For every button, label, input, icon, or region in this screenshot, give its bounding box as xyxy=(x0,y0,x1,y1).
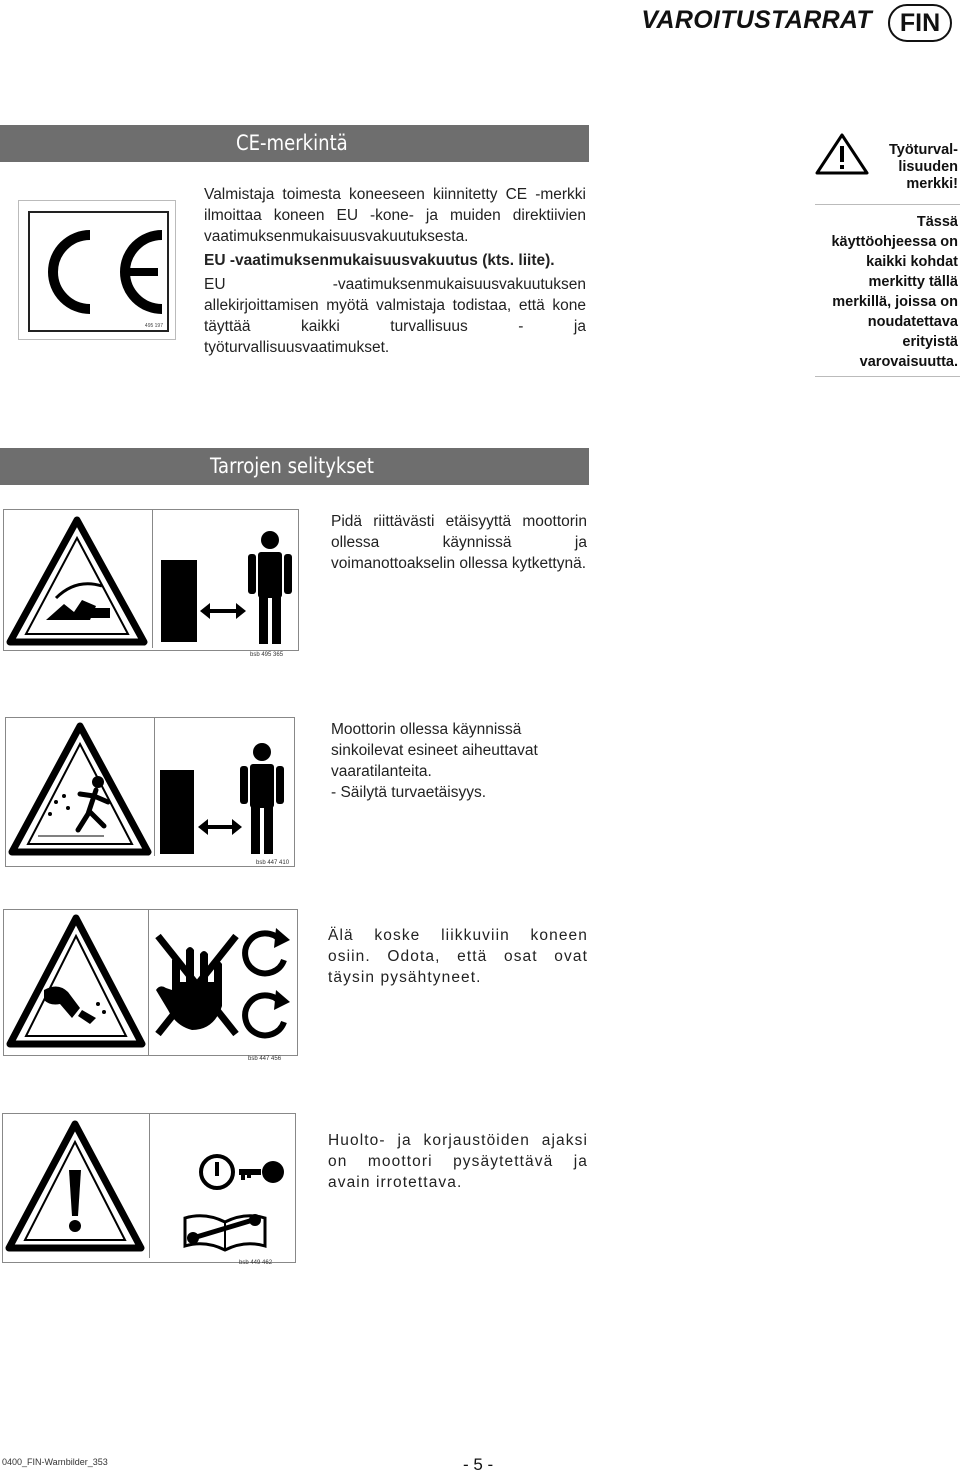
ce-paragraph-1: Valmistaja toimesta koneeseen kiinnitetty CE -merkki ilmoittaa koneen EU -kone- ja muiden direktiivien vaatimuksenmukaisuusvakuutuksesta. xyxy=(204,186,586,245)
sticker-divider xyxy=(152,510,153,648)
safety-note-divider-bottom xyxy=(815,376,960,377)
safety-note-title: Työturval-lisuuden merkki! xyxy=(888,142,958,192)
sticker-2-text: Moottorin ollessa käynnissä sinkoilevat esineet aiheuttavat vaaratilanteita. xyxy=(331,721,538,780)
safety-note xyxy=(815,132,960,378)
hand-injury-warning-icon xyxy=(6,914,146,1050)
safety-note-text: Tässä käyttöohjeessa on kaikki kohdat merkitty tällä merkillä, joissa on noudatettava erityistä varovaisuutta. xyxy=(831,214,958,370)
machine-block-icon xyxy=(160,770,194,854)
rotating-parts-icon xyxy=(236,920,296,1050)
sticker-distance-blade xyxy=(3,509,299,658)
footer-doc-code: 0400_FIN-Warnbilder_353 xyxy=(2,1457,108,1467)
no-touch-hand-icon xyxy=(152,930,242,1040)
sticker-4-description: Huolto- ja korjaustöiden ajaksi on moottori pysäytettävä ja avain irrotettava. xyxy=(328,1132,588,1191)
ce-sticker-code: 495 197 xyxy=(144,323,163,329)
remove-key-icon xyxy=(199,1152,289,1192)
sticker-code: bsb 447 410 xyxy=(256,860,290,866)
sticker-code: bsb 495 365 xyxy=(250,652,284,658)
sticker-code: bsb 447 456 xyxy=(248,1056,282,1062)
ce-sticker xyxy=(18,200,176,340)
ce-sticker-frame xyxy=(28,211,169,332)
person-icon xyxy=(238,742,286,856)
ce-section-heading-bar xyxy=(0,125,589,162)
distance-arrow-icon xyxy=(200,600,246,622)
footer-page-number: - 5 - xyxy=(463,1455,494,1472)
general-warning-icon xyxy=(5,1120,145,1254)
labels-section-heading: Tarrojen selitykset xyxy=(210,454,375,478)
sticker-divider xyxy=(148,910,149,1056)
ce-mark-icon xyxy=(30,213,167,330)
ce-description xyxy=(204,184,586,358)
sticker-1-description: Pidä riittävästi etäisyyttä moottorin ollessa käynnissä ja voimanottoakselin ollessa kytkettynä. xyxy=(331,513,587,572)
labels-section-heading-bar xyxy=(0,448,589,485)
distance-arrow-icon xyxy=(198,816,242,838)
sticker-code: bsb 449 462 xyxy=(239,1260,273,1266)
manual-wrench-icon xyxy=(179,1208,271,1252)
sticker-2-text-2: - Säilytä turvaetäisyys. xyxy=(331,784,487,801)
person-icon xyxy=(245,530,295,646)
sticker-distance-flying-objects xyxy=(5,717,295,867)
flying-objects-warning-icon xyxy=(8,722,152,858)
machine-block-icon xyxy=(161,560,197,642)
safety-note-divider xyxy=(815,204,960,205)
ce-paragraph-2: EU -vaatimuksenmukaisuusvakuutus (kts. liite). xyxy=(204,252,555,269)
sticker-moving-parts xyxy=(3,909,298,1062)
warning-triangle-icon xyxy=(815,132,869,176)
page-title: VAROITUSTARRAT xyxy=(641,6,872,34)
sticker-2-description xyxy=(331,719,593,803)
sticker-remove-key xyxy=(2,1113,296,1266)
ce-paragraph-3: EU -vaatimuksenmukaisuusvakuutuksen allekirjoittamisen myötä valmistaja todistaa, että kone täyttää kaikki turvallisuus - ja työturvallisuusvaatimukset. xyxy=(204,276,586,356)
sticker-divider xyxy=(149,1114,150,1258)
ce-section-heading: CE-merkintä xyxy=(236,131,348,155)
sticker-divider xyxy=(154,718,155,856)
cutting-blade-warning-icon xyxy=(6,516,148,646)
sticker-3-description: Älä koske liikkuviin koneen osiin. Odota, että osat ovat täysin pysähtyneet. xyxy=(328,927,588,986)
language-badge: FIN xyxy=(888,4,952,42)
